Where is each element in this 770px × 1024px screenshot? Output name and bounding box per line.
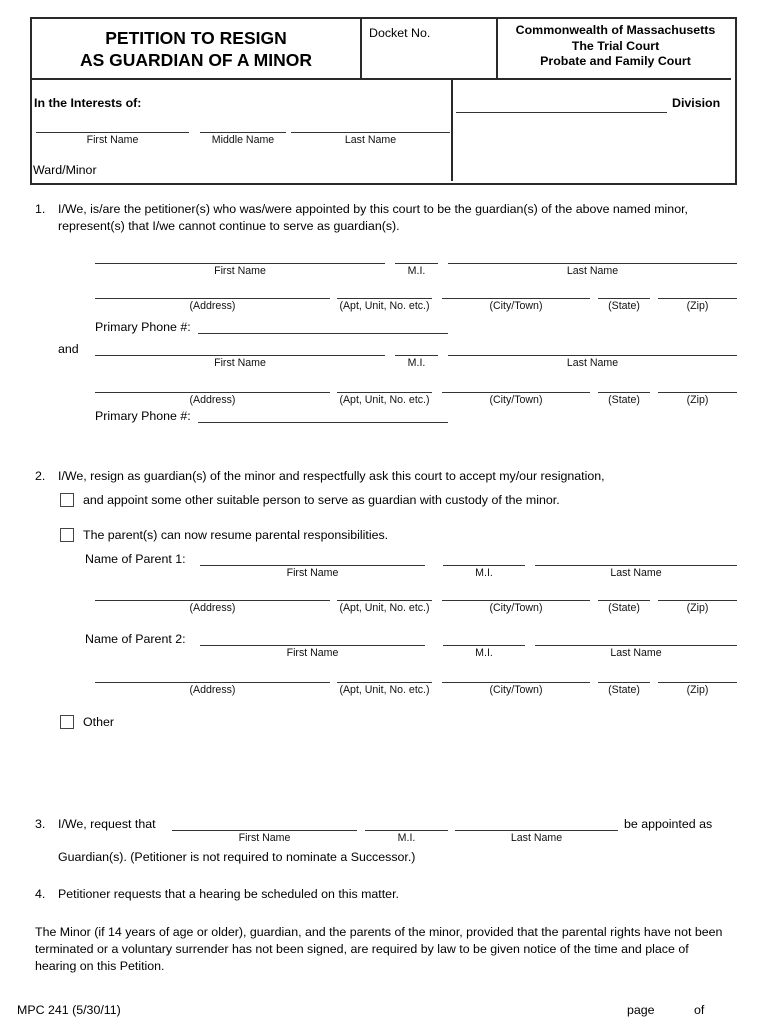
petitioner2-address-input[interactable] (95, 378, 330, 393)
apt-label: (Apt, Unit, No. etc.) (339, 300, 430, 312)
successor-first-name-input[interactable] (172, 816, 357, 831)
petitioner2-apt-field (337, 378, 432, 406)
mi-label: M.I. (475, 567, 493, 579)
petitioner1-mi-field (395, 249, 438, 277)
form-number: MPC 241 (5/30/11) (17, 1003, 121, 1017)
petitioner1-first-name-input[interactable] (95, 249, 385, 264)
parent2-state-input[interactable] (598, 668, 650, 683)
section-2 (35, 468, 735, 485)
ward-middle-name-input[interactable] (200, 118, 286, 133)
state-label: (State) (608, 602, 640, 614)
state-label: (State) (608, 300, 640, 312)
parent1-address-field (95, 586, 330, 614)
parents-resume-label: The parent(s) can now resume parental responsibilities. (83, 528, 389, 542)
parent2-address-input[interactable] (95, 668, 330, 683)
petitioner1-phone-field (198, 319, 448, 334)
zip-label: (Zip) (686, 394, 709, 406)
petitioner1-phone-input[interactable] (198, 319, 448, 334)
parent2-state-field (598, 668, 650, 696)
section-4 (35, 886, 735, 903)
interests-label: In the Interests of: (34, 96, 142, 110)
petitioner1-city-field (442, 284, 590, 312)
parent2-last-name-input[interactable] (535, 631, 737, 646)
parent1-city-field (442, 586, 590, 614)
title-docket-divider (360, 19, 362, 78)
parent1-last-name-field (535, 551, 737, 579)
petitioner2-mi-input[interactable] (395, 341, 438, 356)
parent2-city-input[interactable] (442, 668, 590, 683)
parent2-apt-field (337, 668, 432, 696)
parent2-zip-input[interactable] (658, 668, 737, 683)
petitioner2-mi-field (395, 341, 438, 369)
first-name-label: First Name (286, 567, 339, 579)
petitioner1-zip-field (658, 284, 737, 312)
petitioner1-phone-label: Primary Phone #: (95, 320, 191, 334)
first-name-label: First Name (214, 265, 266, 277)
parents-resume-checkbox[interactable] (60, 528, 74, 542)
first-name-label: First Name (238, 832, 291, 844)
form-title (34, 27, 358, 71)
last-name-label: Last Name (566, 357, 619, 369)
section-3-text-after: be appointed as (624, 817, 713, 831)
form-title-line2: AS GUARDIAN OF A MINOR (79, 50, 313, 70)
parent1-apt-input[interactable] (337, 586, 432, 601)
petitioner2-last-name-input[interactable] (448, 341, 737, 356)
division-field (456, 98, 667, 113)
first-name-label: First Name (214, 357, 266, 369)
petitioner1-address-input[interactable] (95, 284, 330, 299)
parent2-city-field (442, 668, 590, 696)
petitioner2-phone-input[interactable] (198, 408, 448, 423)
petitioner1-state-input[interactable] (598, 284, 650, 299)
docket-no-field[interactable] (365, 42, 493, 76)
last-name-label: Last Name (510, 832, 563, 844)
city-label: (City/Town) (489, 684, 543, 696)
mi-label: M.I. (407, 357, 426, 369)
address-label: (Address) (189, 300, 236, 312)
ward-first-name-field (36, 118, 189, 146)
ward-first-name-input[interactable] (36, 118, 189, 133)
parent2-first-name-input[interactable] (200, 631, 425, 646)
city-label: (City/Town) (489, 394, 543, 406)
other-checkbox[interactable] (60, 715, 74, 729)
petitioner1-city-input[interactable] (442, 284, 590, 299)
petitioner1-address-field (95, 284, 330, 312)
petitioner1-apt-field (337, 284, 432, 312)
zip-label: (Zip) (686, 602, 709, 614)
address-label: (Address) (189, 684, 236, 696)
parent1-label: Name of Parent 1: (85, 552, 186, 566)
first-name-label: First Name (86, 134, 139, 146)
petitioner1-state-field (598, 284, 650, 312)
parent1-state-field (598, 586, 650, 614)
successor-mi-field (365, 816, 448, 844)
petitioner2-zip-input[interactable] (658, 378, 737, 393)
successor-first-name-field (172, 816, 357, 844)
appoint-other-label: and appoint some other suitable person to serve as guardian with custody of the minor. (83, 493, 560, 507)
section-1-number: 1. (35, 202, 46, 216)
division-input[interactable] (456, 98, 667, 113)
city-label: (City/Town) (489, 602, 543, 614)
parent2-address-field (95, 668, 330, 696)
mi-label: M.I. (475, 647, 493, 659)
parent2-last-name-field (535, 631, 737, 659)
parent1-zip-field (658, 586, 737, 614)
court-line2: The Trial Court (571, 38, 660, 53)
parents-resume-row (60, 527, 720, 543)
parent1-state-input[interactable] (598, 586, 650, 601)
appoint-other-row (60, 492, 720, 508)
zip-label: (Zip) (686, 300, 709, 312)
ward-last-name-field (291, 118, 450, 146)
section-2-text: I/We, resign as guardian(s) of the minor and respectfully ask this court to accept my/our resignation, (58, 469, 605, 483)
successor-mi-input[interactable] (365, 816, 448, 831)
section-3-number: 3. (35, 817, 46, 831)
section-1 (35, 201, 735, 235)
ward-middle-name-field (200, 118, 286, 146)
parent1-first-name-field (200, 551, 425, 579)
parent1-first-name-input[interactable] (200, 551, 425, 566)
court-line3: Probate and Family Court (540, 54, 691, 68)
division-label: Division (672, 96, 721, 110)
appoint-other-checkbox[interactable] (60, 493, 74, 507)
section-3-line2: Guardian(s). (Petitioner is not required to nominate a Successor.) (58, 850, 416, 864)
mi-label: M.I. (407, 265, 426, 277)
parent1-last-name-input[interactable] (535, 551, 737, 566)
other-label: Other (83, 715, 114, 729)
apt-label: (Apt, Unit, No. etc.) (339, 394, 430, 406)
last-name-label: Last Name (344, 134, 397, 146)
petitioner1-zip-input[interactable] (658, 284, 737, 299)
mi-label: M.I. (397, 832, 416, 844)
parent1-address-input[interactable] (95, 586, 330, 601)
petitioner2-phone-field (198, 408, 448, 423)
state-label: (State) (608, 394, 640, 406)
successor-last-name-field (455, 816, 618, 844)
parent2-mi-input[interactable] (443, 631, 525, 646)
docket-court-divider (496, 19, 498, 78)
petitioner2-address-field (95, 378, 330, 406)
last-name-label: Last Name (610, 647, 662, 659)
section-2-number: 2. (35, 469, 46, 483)
state-label: (State) (608, 684, 640, 696)
petitioner2-apt-input[interactable] (337, 378, 432, 393)
parent1-zip-input[interactable] (658, 586, 737, 601)
parent1-city-input[interactable] (442, 586, 590, 601)
page-label: page (627, 1003, 655, 1017)
petitioner1-last-name-input[interactable] (448, 249, 737, 264)
section-3-text-before: I/We, request that (58, 817, 156, 831)
address-label: (Address) (189, 394, 236, 406)
other-row (60, 714, 360, 730)
ward-last-name-input[interactable] (291, 118, 450, 133)
court-line1: Commonwealth of Massachusetts (515, 23, 716, 37)
form-title-line1: PETITION TO RESIGN (105, 28, 287, 48)
petitioner2-state-input[interactable] (598, 378, 650, 393)
parent1-mi-input[interactable] (443, 551, 525, 566)
apt-label: (Apt, Unit, No. etc.) (339, 684, 430, 696)
court-heading (499, 23, 732, 70)
section-1-text: I/We, is/are the petitioner(s) who was/were appointed by this court to be the guardian(s) of the above named minor, represent(s) that I/we cannot continue to serve as guardian(s). (58, 202, 688, 233)
interests-division-divider (451, 80, 453, 181)
apt-label: (Apt, Unit, No. etc.) (339, 602, 430, 614)
parent2-label: Name of Parent 2: (85, 632, 186, 646)
header-row-divider (32, 78, 731, 80)
petitioner1-last-name-field (448, 249, 737, 277)
of-label: of (694, 1003, 705, 1017)
petitioner2-first-name-field (95, 341, 385, 369)
petitioner2-city-field (442, 378, 590, 406)
last-name-label: Last Name (566, 265, 619, 277)
city-label: (City/Town) (489, 300, 543, 312)
parent2-apt-input[interactable] (337, 668, 432, 683)
middle-name-label: Middle Name (211, 134, 275, 146)
petitioner2-city-input[interactable] (442, 378, 590, 393)
address-label: (Address) (189, 602, 236, 614)
zip-label: (Zip) (686, 684, 709, 696)
petitioner2-last-name-field (448, 341, 737, 369)
section-4-number: 4. (35, 887, 46, 901)
petitioner1-first-name-field (95, 249, 385, 277)
notice-paragraph: The Minor (if 14 years of age or older), guardian, and the parents of the minor, provided that the parental rights have not been terminated or a voluntary surrender has not been signed, are required by law to be given notice of the time and place of hearing on this Petition. (35, 925, 723, 973)
and-label: and (58, 342, 79, 356)
docket-no-label: Docket No. (369, 26, 431, 40)
petitioner2-phone-label: Primary Phone #: (95, 409, 191, 423)
successor-last-name-input[interactable] (455, 816, 618, 831)
parent2-mi-field (443, 631, 525, 659)
parent2-first-name-field (200, 631, 425, 659)
last-name-label: Last Name (610, 567, 662, 579)
ward-minor-label: Ward/Minor (33, 163, 97, 177)
parent1-mi-field (443, 551, 525, 579)
first-name-label: First Name (286, 647, 339, 659)
petitioner1-apt-input[interactable] (337, 284, 432, 299)
section-4-text: Petitioner requests that a hearing be scheduled on this matter. (58, 887, 399, 901)
petitioner2-state-field (598, 378, 650, 406)
petitioner2-first-name-input[interactable] (95, 341, 385, 356)
petitioner2-zip-field (658, 378, 737, 406)
parent1-apt-field (337, 586, 432, 614)
parent2-zip-field (658, 668, 737, 696)
petitioner1-mi-input[interactable] (395, 249, 438, 264)
